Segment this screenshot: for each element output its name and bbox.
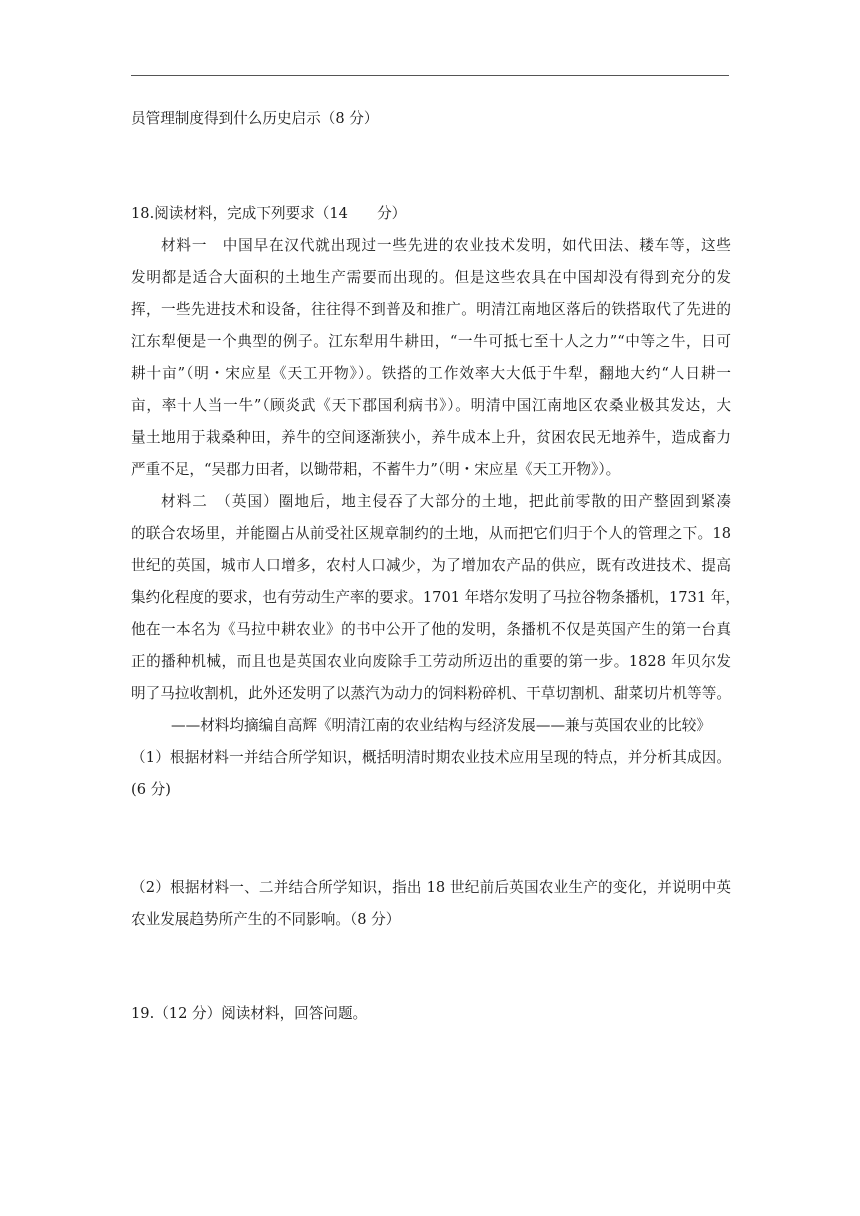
material-line: 正的播种机械，而且也是英国农业向废除手工劳动所迈出的重要的第一步。1828 年贝尔发	[131, 653, 731, 670]
material-line: 集约化程度的要求，也有劳动生产率的要求。1701 年塔尔发明了马拉谷物条播机，1731 年，	[131, 589, 740, 606]
material-line: 世纪的英国，城市人口增多，农村人口减少，为了增加农产品的供应，既有改进技术、提高	[131, 557, 731, 574]
answer-space	[131, 135, 731, 198]
material-line: 江东犁便是一个典型的例子。江东犁用牛耕田，“一牛可抵七至十人之力”“中等之牛，日可	[131, 333, 731, 350]
q18-material-1	[131, 230, 731, 486]
material-line: 亩，率十人当一牛”（顾炎武《天下郡国利病书》）。明清中国江南地区农桑业极其发达，大	[131, 397, 731, 414]
subquestion-line: （2）根据材料一、二并结合所学知识，指出 18 世纪前后英国农业生产的变化，并说明中英	[131, 879, 731, 896]
q18-heading: 18.阅读材料，完成下列要求（14 分）	[131, 205, 407, 222]
material-source: ——材料均摘编自高辉《明清江南的农业结构与经济发展——兼与英国农业的比较》	[171, 717, 711, 734]
subquestion-line: 农业发展趋势所产生的不同影响。（8 分）	[131, 911, 401, 928]
subquestion-line: （1）根据材料一并结合所学知识，概括明清时期农业技术应用呈现的特点，并分析其成因。	[131, 749, 731, 766]
material-line: 材料二 （英国）圈地后，地主侵吞了大部分的土地，把此前零散的田产整固到紧凑	[161, 493, 731, 510]
material-line: 量土地用于栽桑种田，养牛的空间逐渐狭小，养牛成本上升，贫困农民无地养牛，造成畜力	[131, 429, 731, 446]
material-line: 挥，一些先进技术和设备，往往得不到普及和推广。明清江南地区落后的铁搭取代了先进的	[131, 301, 731, 318]
material-line: 材料一 中国早在汉代就出现过一些先进的农业技术发明，如代田法、耧车等，这些	[161, 237, 731, 254]
material-line: 发明都是适合大面积的土地生产需要而出现的。但是这些农具在中国却没有得到充分的发	[131, 269, 731, 286]
exam-page	[131, 103, 740, 1030]
q19-heading: 19.（12 分）阅读材料，回答问题。	[131, 1005, 368, 1022]
prev-question-tail: 员管理制度得到什么历史启示（8 分）	[131, 110, 379, 127]
q18-subquestion-2	[131, 872, 731, 936]
material-line: 的联合农场里，并能圈占从前受社区规章制约的土地，从而把它们归于个人的管理之下。18	[131, 525, 731, 542]
material-line: 明了马拉收割机，此外还发明了以蒸汽为动力的饲料粉碎机、干草切割机、甜菜切片机等等。	[131, 685, 731, 702]
answer-space	[131, 936, 731, 998]
q18-material-2	[131, 486, 740, 710]
material-line: 他在一本名为《马拉中耕农业》的书中公开了他的发明，条播机不仅是英国产生的第一台真	[131, 621, 731, 638]
subquestion-line: (6 分)	[131, 781, 171, 798]
q18-subquestion-1	[131, 742, 731, 806]
material-line: 耕十亩”（明・宋应星《天工开物》）。铁搭的工作效率大大低于牛犁，翻地大约“人日耕一	[131, 365, 731, 382]
answer-space	[131, 806, 731, 872]
material-line: 严重不足，“吴郡力田者，以锄带耜，不蓄牛力”（明・宋应星《天工开物》）。	[131, 461, 621, 478]
header-rule	[131, 75, 729, 76]
